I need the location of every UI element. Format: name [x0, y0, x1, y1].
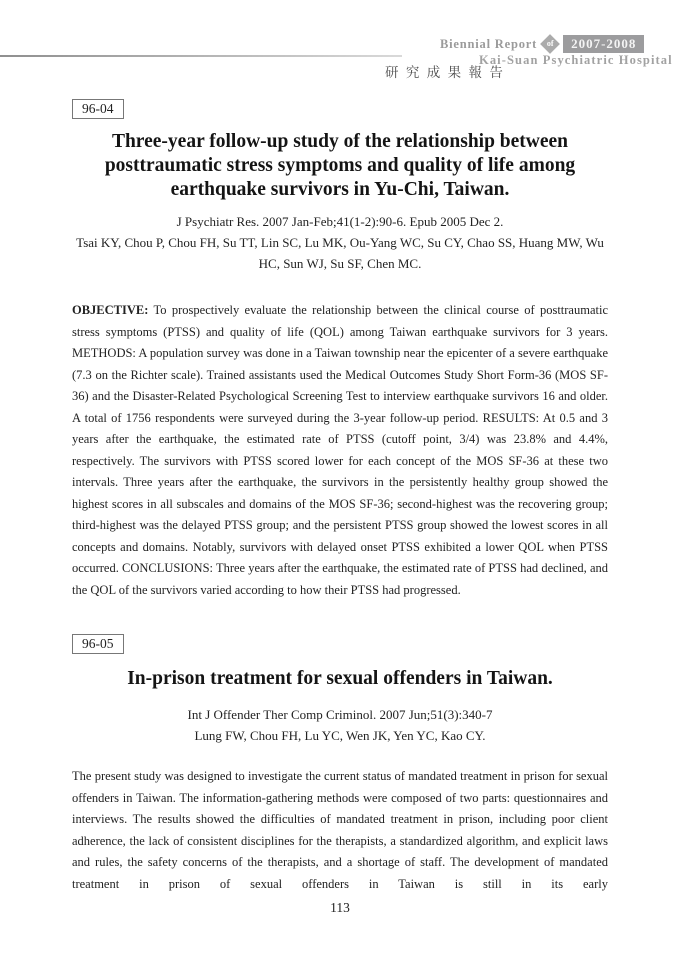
chinese-caption: 研 究 成 果 報 告	[385, 65, 505, 80]
entry-abstract	[72, 766, 608, 895]
entry-title: In-prison treatment for sexual offenders in Taiwan.	[127, 668, 553, 689]
entry-citation: Int J Offender Ther Comp Criminol. 2007 Jun;51(3):340-7	[187, 707, 493, 722]
entry-authors: Lung FW, Chou FH, Lu YC, Wen JK, Yen YC, Kao CY.	[194, 728, 486, 743]
entry-title: Three-year follow-up study of the relationship between posttraumatic stress symptoms and quality of life among earthquake survivors in Yu-Chi, Taiwan.	[104, 131, 576, 200]
entry-id-box-96-04: 96-04	[72, 99, 124, 119]
hospital-name: Kai-Suan Psychiatric Hospital	[479, 53, 673, 67]
report-title: Biennial Report	[440, 36, 538, 51]
years-badge: 2007-2008	[563, 35, 644, 53]
entry-citation: J Psychiatr Res. 2007 Jan-Feb;41(1-2):90-6. Epub 2005 Dec 2.	[176, 214, 504, 229]
page-number: 113	[330, 900, 350, 915]
abstract-text: To prospectively evaluate the relationship between the clinical course of posttraumatic stress symptoms (PTSS) and quality of life (QOL) among Taiwan earthquake survivors for 3 years. METHODS: A population survey was done in a Taiwan township near the epicenter of a severe earthquake (7.3 on the Richter scale). Trained assistants used the Medical Outcomes Study Short Form-36 (MOS SF-36) and the Disaster-Related Psychological Screening Test to interview earthquake survivors 16 and older. A total of 1756 respondents were surveyed during the 3-year follow-up period. RESULTS: At 0.5 and 3 years after the earthquake, the estimated rate of PTSS (cutoff point, 3/4) was 23.8% and 4.4%, respectively. The survivors with PTSS scored lower for each concept of the MOS SF-36 at these two intervals. Three years after the earthquake, the survivors in the persistently healthy group showed the highest scores in all subscales and domains of the MOS SF-36; second-highest was the recovering group; third-highest was the delayed PTSS group; and the persistent PTSS group showed the lowest scores in all concepts and domains. Notably, survivors with delayed onset PTSS exhibited a lower QOL when PTSS occurred. CONCLUSIONS: Three years after the earthquake, the estimated rate of PTSS had declined, and the QOL of the survivors varied according to how their PTSS had progressed.	[72, 303, 608, 597]
abstract-text: The present study was designed to investigate the current status of mandated treatment in prison for sexual offenders in Taiwan. The information-gathering methods were composed of two parts: questionnaires and interviews. The results showed the difficulties of mandated treatment in prison, including poor client adherence, the lack of consistent disciplines for the therapists, a standardized algorithm, and explicit laws and rules, the safety concerns of the therapists, and a shortage of staff. The development of mandated treatment in prison of sexual offenders in Taiwan is still in its early	[72, 769, 608, 891]
abstract-lead-label: OBJECTIVE:	[72, 303, 149, 317]
entry-id-box-96-05: 96-05	[72, 634, 124, 654]
page-content	[72, 0, 608, 895]
of-label: of	[546, 38, 554, 48]
entry-authors: Tsai KY, Chou P, Chou FH, Su TT, Lin SC, Lu MK, Ou-Yang WC, Su CY, Chao SS, Huang MW, Wu HC, Sun WJ, Su SF, Chen MC.	[76, 235, 604, 271]
entry-abstract	[72, 300, 608, 601]
